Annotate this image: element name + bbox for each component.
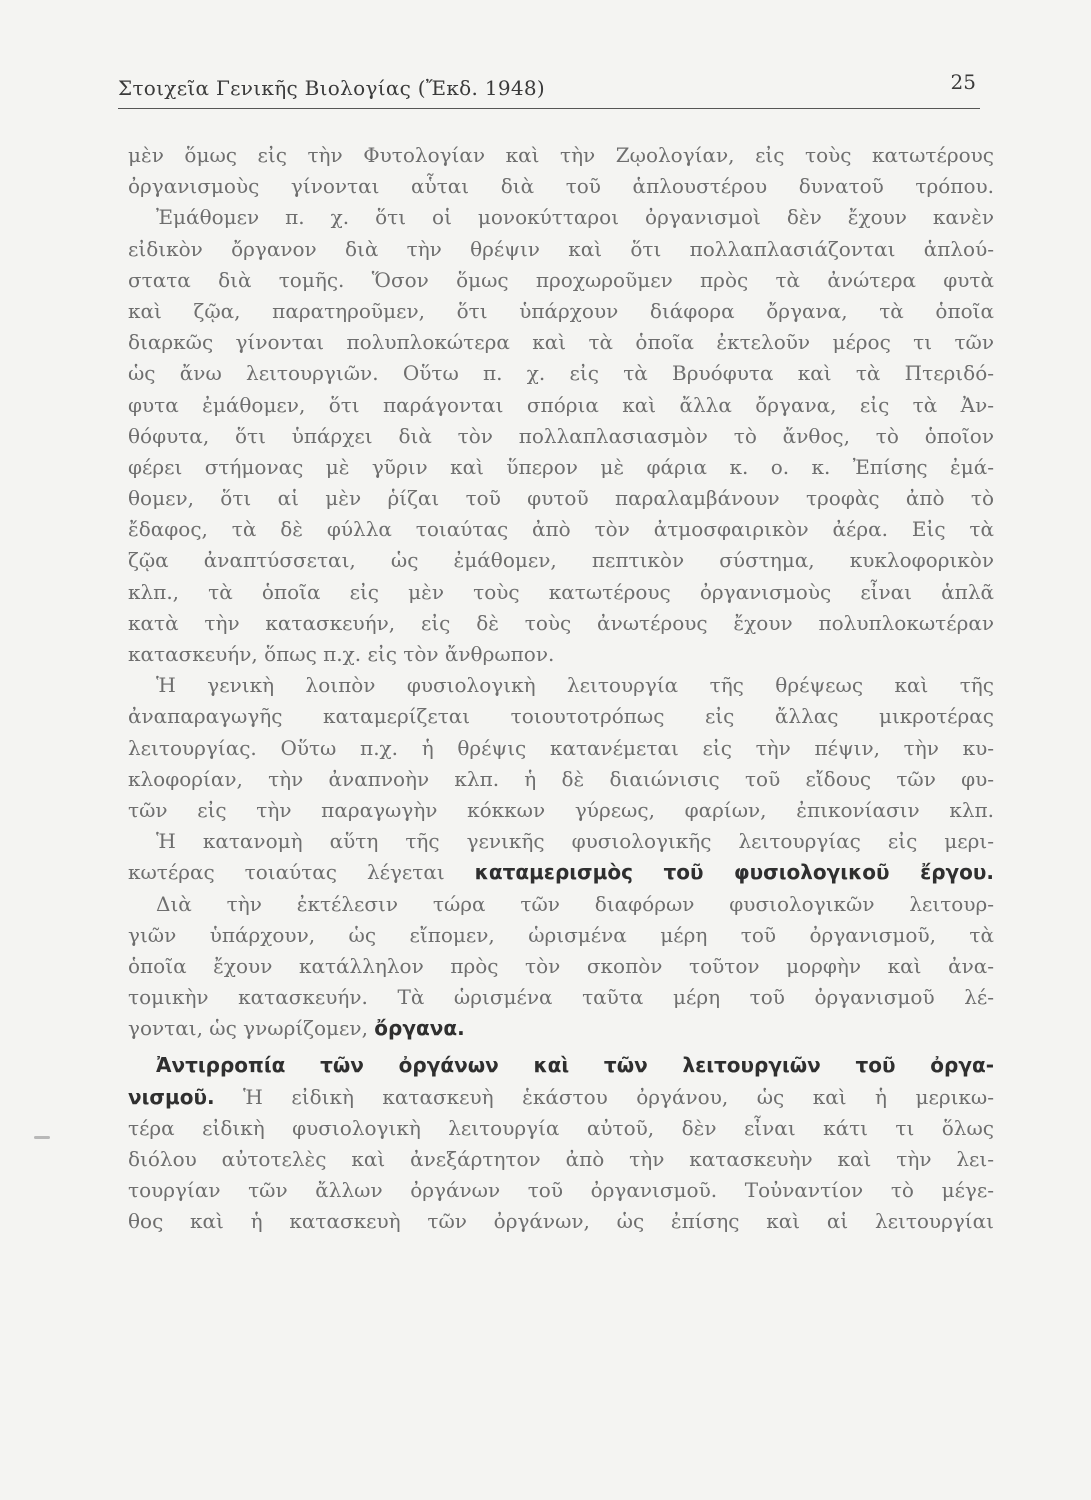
- text-line: καὶ ζῷα, παρατηροῦμεν, ὅτι ὑπάρχουν διάφορα ὄργανα, τὰ ὁποῖα: [128, 298, 994, 323]
- text-line: μὲν ὅμως εἰς τὴν Φυτολογίαν καὶ τὴν Ζῳολογίαν, εἰς τοὺς κατωτέρους: [128, 143, 994, 167]
- text-run: Ἡ εἰδικὴ κατασκευὴ ἑκάστου ὀργάνου, ὡς καὶ ἡ μερικω-: [243, 1084, 994, 1109]
- text-line: τομικὴν κατασκευήν. Τὰ ὡρισμένα ταῦτα μέρη τοῦ ὀργανισμοῦ λέ-: [128, 985, 994, 1010]
- text-line: θος καὶ ἡ κατασκευὴ τῶν ὀργάνων, ὡς ἐπίσης καὶ αἱ λειτουργίαι: [128, 1209, 994, 1234]
- text-line-with-term: [128, 1082, 994, 1113]
- text-line: κατὰ τὴν κατασκευήν, εἰς δὲ τοὺς ἀνωτέρους ἔχουν πολυπλοκωτέραν: [128, 610, 994, 635]
- text-line: Ἡ κατανομὴ αὕτη τῆς γενικῆς φυσιολογικῆς λειτουργίας εἰς μερι-: [156, 829, 994, 854]
- text-line: κλοφορίαν, τὴν ἀναπνοὴν κλπ. ἡ δὲ διαιώνισις τοῦ εἴδους τῶν φυ-: [128, 766, 994, 791]
- text-line: θόφυτα, ὅτι ὑπάρχει διὰ τὸν πολλαπλασιασμὸν τὸ ἄνθος, τὸ ὁποῖον: [128, 423, 994, 448]
- text-line-with-term: [128, 1013, 994, 1044]
- section-heading: Ἀντιρροπία τῶν ὀργάνων καὶ τῶν λειτουργιῶν τοῦ ὀργα-: [156, 1053, 994, 1078]
- text-line: ἀναπαραγωγῆς καταμερίζεται τοιουτοτρόπως εἰς ἄλλας μικροτέρας: [128, 704, 994, 729]
- text-line: ὁποῖα ἔχουν κατάλληλον πρὸς τὸν σκοπὸν τοῦτον μορφὴν καὶ ἀνα-: [128, 953, 994, 978]
- page-number: 25: [950, 70, 976, 94]
- text-line: θομεν, ὅτι αἱ μὲν ῥίζαι τοῦ φυτοῦ παραλαμβάνουν τροφὰς ἀπὸ τὸ: [128, 486, 994, 511]
- page-header: [118, 70, 980, 109]
- bold-term: καταμερισμὸς τοῦ φυσιολογικοῦ ἔργου.: [474, 860, 994, 885]
- text-line: Διὰ τὴν ἐκτέλεσιν τώρα τῶν διαφόρων φυσιολογικῶν λειτουρ-: [156, 891, 994, 916]
- text-line-with-term: [128, 857, 994, 888]
- text-line: κλπ., τὰ ὁποῖα εἰς μὲν τοὺς κατωτέρους ὀργανισμοὺς εἶναι ἁπλᾶ: [128, 579, 994, 604]
- text-line: φυτα ἐμάθομεν, ὅτι παράγονται σπόρια καὶ ἄλλα ὄργανα, εἰς τὰ Ἀν-: [128, 392, 994, 417]
- text-line: τῶν εἰς τὴν παραγωγὴν κόκκων γύρεως, φαρίων, ἐπικονίασιν κλπ.: [128, 797, 994, 822]
- text-line: διαρκῶς γίνονται πολυπλοκώτερα καὶ τὰ ὁποῖα ἐκτελοῦν μέρος τι τῶν: [128, 330, 994, 355]
- text-line: διόλου αὐτοτελὲς καὶ ἀνεξάρτητον ἀπὸ τὴν κατασκευὴν καὶ τὴν λει-: [128, 1147, 994, 1171]
- text-run: γονται, ὡς γνωρίζομεν,: [128, 1016, 368, 1041]
- text-line: κατασκευήν, ὅπως π.χ. εἰς τὸν ἄνθρωπον.: [128, 642, 555, 666]
- text-line: ἔδαφος, τὰ δὲ φύλλα τοιαύτας ἀπὸ τὸν ἀτμοσφαιρικὸν ἀέρα. Εἰς τὰ: [128, 517, 994, 542]
- text-line: ζῷα ἀναπτύσσεται, ὡς ἐμάθομεν, πεπτικὸν σύστημα, κυκλοφορικὸν: [128, 548, 994, 573]
- text-line: λειτουργίας. Οὕτω π.χ. ἡ θρέψις κατανέμεται εἰς τὴν πέψιν, τὴν κυ-: [128, 735, 994, 760]
- text-line: στατα διὰ τομῆς. Ὅσον ὅμως προχωροῦμεν πρὸς τὰ ἀνώτερα φυτὰ: [128, 267, 994, 292]
- section-heading-end: νισμοῦ.: [128, 1084, 215, 1109]
- scan-mark: [34, 1136, 50, 1139]
- text-line: τουργίαν τῶν ἄλλων ὀργάνων τοῦ ὀργανισμοῦ. Τοὐναντίον τὸ μέγε-: [128, 1178, 994, 1203]
- running-title: Στοιχεῖα Γενικῆς Βιολογίας (Ἔκδ. 1948): [118, 76, 546, 100]
- text-line: φέρει στήμονας μὲ γῦριν καὶ ὕπερον μὲ φάρια κ. ο. κ. Ἐπίσης ἐμά-: [128, 454, 994, 479]
- body-text: [128, 140, 994, 1238]
- text-line: Ἐμάθομεν π. χ. ὅτι οἱ μονοκύτταροι ὀργανισμοὶ δὲν ἔχουν κανὲν: [156, 205, 994, 230]
- text-line: εἰδικὸν ὄργανον διὰ τὴν θρέψιν καὶ ὅτι πολλαπλασιάζονται ἁπλού-: [128, 236, 994, 261]
- text-run: κωτέρας τοιαύτας λέγεται: [128, 860, 445, 885]
- text-line: τέρα εἰδικὴ φυσιολογικὴ λειτουργία αὐτοῦ, δὲν εἶναι κάτι τι ὅλως: [128, 1115, 994, 1140]
- text-line: ὡς ἄνω λειτουργιῶν. Οὕτω π. χ. εἰς τὰ Βρυόφυτα καὶ τὰ Πτεριδό-: [128, 361, 994, 386]
- text-line: ὀργανισμοὺς γίνονται αὗται διὰ τοῦ ἁπλουστέρου δυνατοῦ τρόπου.: [128, 174, 994, 199]
- text-line: γιῶν ὑπάρχουν, ὡς εἴπομεν, ὡρισμένα μέρη τοῦ ὀργανισμοῦ, τὰ: [128, 922, 994, 947]
- bold-term: ὄργανα.: [374, 1016, 465, 1041]
- text-line: Ἡ γενικὴ λοιπὸν φυσιολογικὴ λειτουργία τῆς θρέψεως καὶ τῆς: [156, 673, 994, 698]
